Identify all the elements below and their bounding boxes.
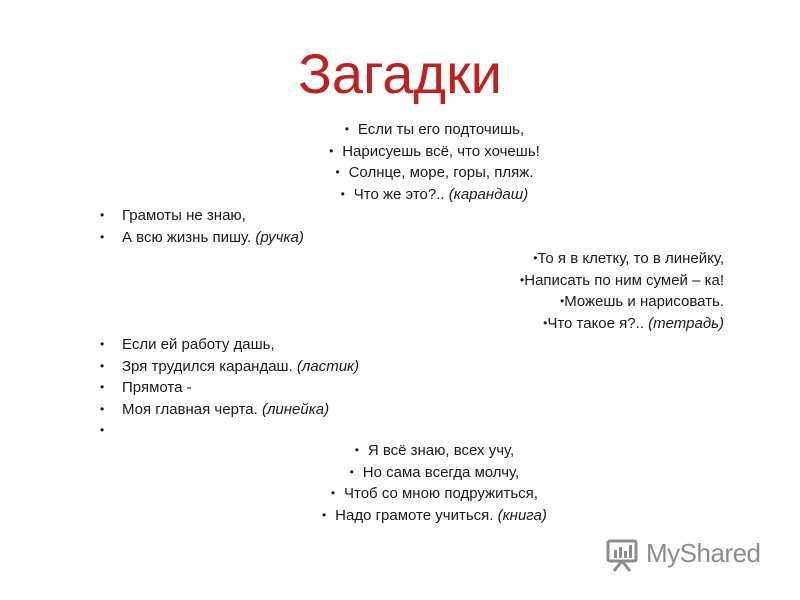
list-item [100, 420, 420, 442]
slide-title: Загадки [298, 42, 502, 105]
riddle-pencil [280, 119, 580, 205]
bullet-icon: • [329, 143, 334, 158]
list-item [100, 205, 400, 227]
riddle-answer: (ручка) [255, 228, 304, 246]
riddle-line: Что такое я?.. [547, 314, 649, 332]
bullet-icon: • [100, 229, 105, 244]
riddle-line: Можешь и нарисовать. [564, 293, 724, 311]
list-item [420, 313, 724, 335]
riddle-line: Что же это?.. [353, 185, 449, 203]
bullet-icon: • [520, 272, 525, 287]
list-item [270, 505, 590, 527]
riddle-line: Моя главная черта. [122, 400, 262, 418]
bullet-icon: • [349, 464, 354, 479]
list-item [280, 184, 580, 206]
myshared-logo-text: MyShared [646, 538, 761, 568]
riddle-book [270, 440, 590, 526]
riddle-line: Я всё знаю, всех учу, [367, 442, 515, 459]
list-item [420, 248, 724, 270]
bullet-icon: • [330, 486, 336, 501]
riddle-line: То я в клетку, то в линейку, [537, 250, 724, 267]
bullet-icon: • [354, 443, 359, 457]
riddle-line: А всю жизнь пишу. [122, 228, 256, 246]
bullet-icon: • [100, 401, 105, 416]
list-item [420, 270, 724, 292]
bullet-icon: • [100, 380, 105, 395]
list-item [270, 462, 590, 484]
riddle-answer: (карандаш) [448, 185, 529, 203]
riddle-line: Надо грамоте учиться. [335, 506, 498, 524]
riddle-eraser-ruler [100, 334, 420, 442]
list-item [100, 334, 420, 356]
list-item [420, 291, 724, 313]
bullet-icon: • [100, 337, 105, 351]
riddle-notebook [420, 248, 724, 334]
list-item [100, 227, 400, 249]
list-item [280, 119, 580, 141]
riddle-line: Солнце, море, горы, пляж. [348, 164, 534, 182]
riddle-answer: (книга) [497, 506, 547, 524]
bullet-icon: • [340, 186, 345, 201]
bullet-icon: • [533, 251, 538, 265]
riddle-line: Грамоты не знаю, [122, 207, 246, 224]
bullet-icon: • [100, 423, 105, 438]
riddle-line: Если ей работу дашь, [122, 336, 275, 353]
riddle-line: Если ты его подточишь, [357, 121, 525, 138]
bullet-icon: • [335, 165, 340, 180]
bullet-icon: • [344, 122, 349, 136]
list-item [280, 162, 580, 184]
bullet-icon: • [543, 315, 548, 330]
riddle-line: Зря трудился карандаш. [122, 357, 297, 375]
riddle-answer: (тетрадь) [648, 314, 724, 332]
riddle-line: Нарисуешь всё, что хочешь! [342, 142, 540, 160]
list-item [100, 399, 420, 421]
myshared-watermark[interactable] [606, 536, 776, 574]
riddle-line: Написать по ним сумей – ка! [524, 271, 724, 289]
bullet-icon: • [100, 358, 105, 373]
riddle-line: Чтоб со мною подружиться, [344, 485, 538, 503]
bullet-icon: • [559, 294, 565, 309]
myshared-logo-icon [606, 538, 640, 572]
riddle-answer: (линейка) [261, 400, 330, 418]
list-item [270, 440, 590, 462]
riddle-line: Прямота - [122, 379, 192, 397]
riddle-answer: (ластик) [296, 357, 360, 375]
bullet-icon: • [322, 507, 327, 522]
bullet-icon: • [100, 208, 105, 222]
list-item [100, 356, 420, 378]
riddle-pen [100, 205, 400, 248]
list-item [270, 483, 590, 505]
list-item [280, 141, 580, 163]
riddle-line: Но сама всегда молчу, [362, 463, 520, 481]
list-item [100, 377, 420, 399]
